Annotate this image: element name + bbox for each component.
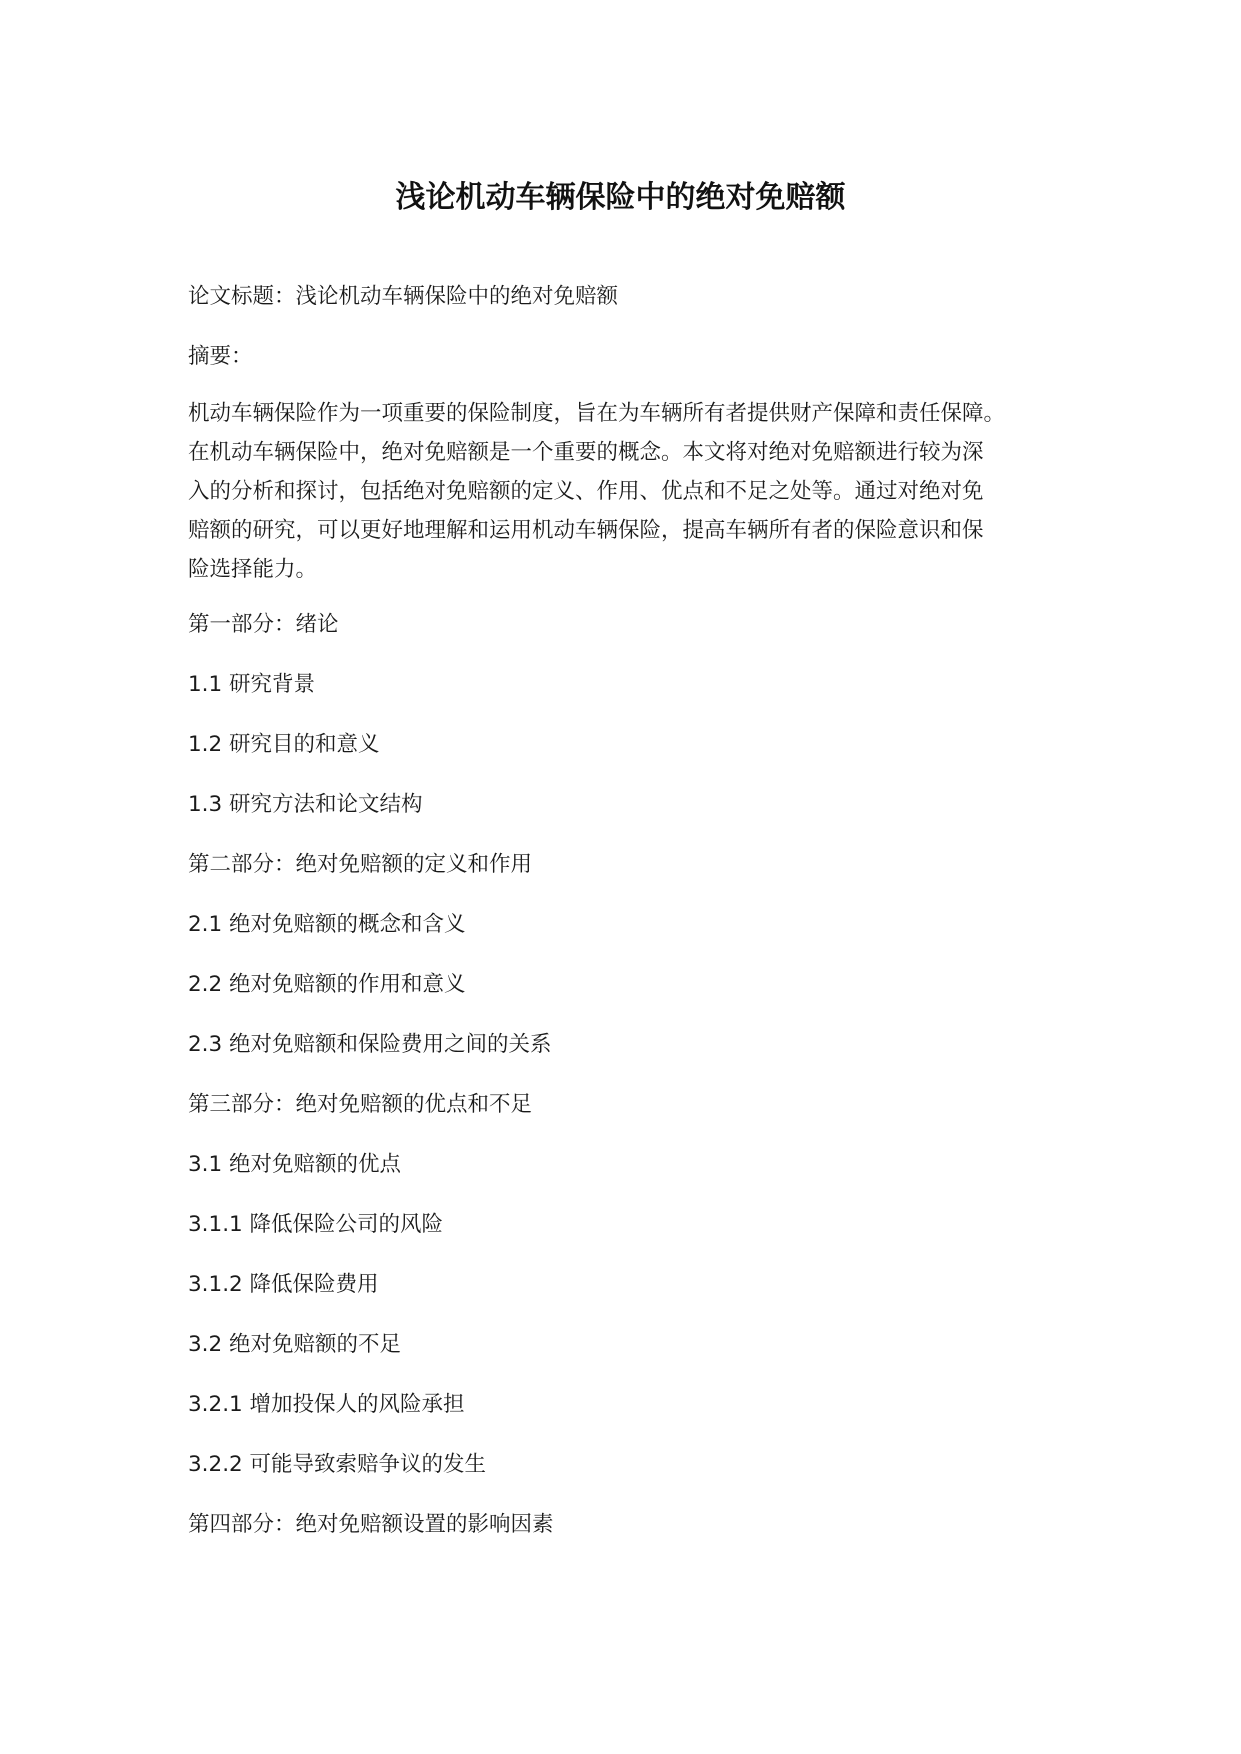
outline-item: 3.2 绝对免赔额的不足 — [188, 1332, 402, 1357]
paper-title-line: 论文标题：浅论机动车辆保险中的绝对免赔额 — [188, 284, 619, 309]
outline-item: 1.2 研究目的和意义 — [188, 732, 380, 757]
outline-section-heading: 第四部分：绝对免赔额设置的影响因素 — [188, 1512, 554, 1537]
outline-item: 1.3 研究方法和论文结构 — [188, 792, 423, 817]
abstract-label: 摘要： — [188, 344, 253, 369]
outline-item: 3.2.2 可能导致索赔争议的发生 — [188, 1452, 487, 1477]
abstract-line: 赔额的研究，可以更好地理解和运用机动车辆保险，提高车辆所有者的保险意识和保 — [188, 518, 984, 543]
abstract-line: 入的分析和探讨，包括绝对免赔额的定义、作用、优点和不足之处等。通过对绝对免 — [188, 479, 984, 504]
outline-item: 3.1 绝对免赔额的优点 — [188, 1152, 402, 1177]
outline-item: 2.2 绝对免赔额的作用和意义 — [188, 972, 466, 997]
abstract-line: 在机动车辆保险中，绝对免赔额是一个重要的概念。本文将对绝对免赔额进行较为深 — [188, 440, 984, 465]
outline-item: 3.1.2 降低保险费用 — [188, 1272, 379, 1297]
outline-item: 1.1 研究背景 — [188, 672, 316, 697]
outline-item: 3.1.1 降低保险公司的风险 — [188, 1212, 444, 1237]
outline-section-heading: 第二部分：绝对免赔额的定义和作用 — [188, 852, 533, 877]
document-title: 浅论机动车辆保险中的绝对免赔额 — [395, 180, 846, 215]
abstract-line: 险选择能力。 — [188, 557, 318, 582]
document-body — [188, 282, 1068, 1570]
abstract-line: 机动车辆保险作为一项重要的保险制度，旨在为车辆所有者提供财产保障和责任保障。 — [188, 401, 1006, 426]
outline-section-heading: 第一部分：绪论 — [188, 612, 339, 637]
abstract-paragraph — [188, 394, 1068, 589]
outline-item: 3.2.1 增加投保人的风险承担 — [188, 1392, 465, 1417]
outline-item: 2.1 绝对免赔额的概念和含义 — [188, 912, 466, 937]
outline-item: 2.3 绝对免赔额和保险费用之间的关系 — [188, 1032, 552, 1057]
outline-list — [188, 610, 1068, 1540]
outline-section-heading: 第三部分：绝对免赔额的优点和不足 — [188, 1092, 533, 1117]
